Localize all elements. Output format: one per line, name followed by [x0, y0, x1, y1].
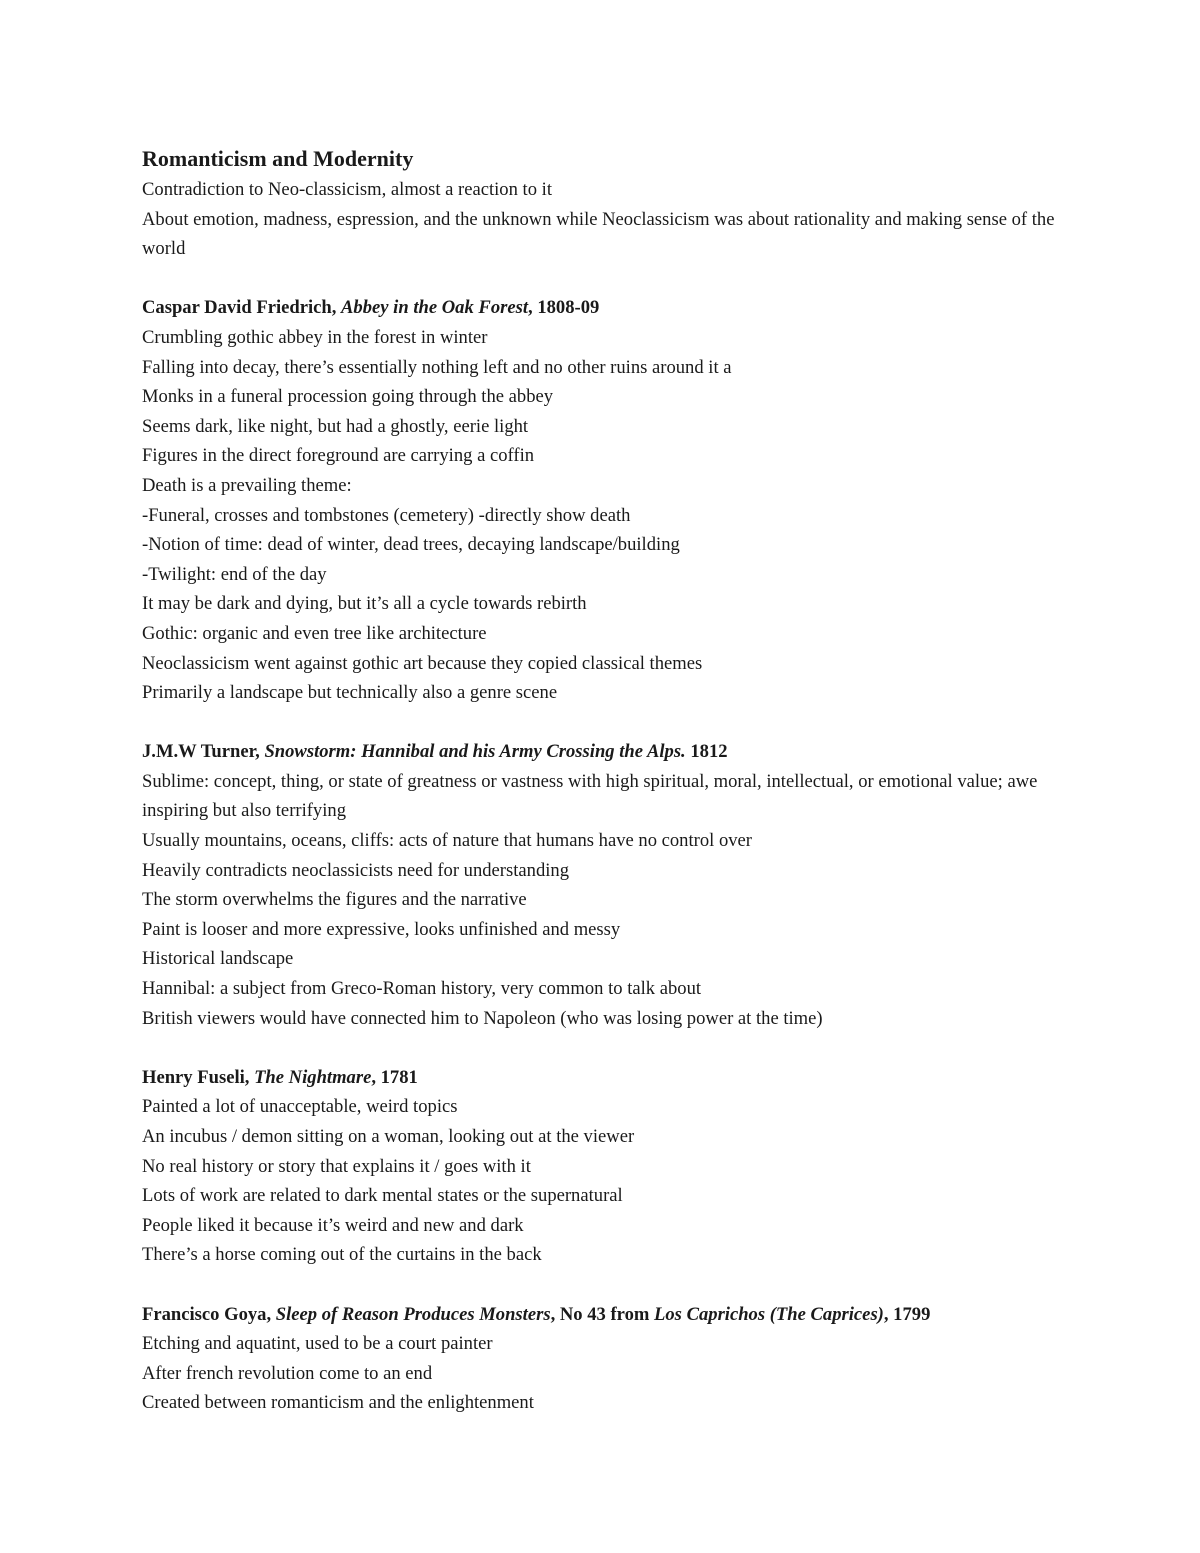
note-line: Death is a prevailing theme: [142, 474, 352, 496]
series-title: Los Caprichos (The Caprices) [654, 1303, 884, 1325]
artist-name: Caspar David Friedrich, [142, 297, 342, 319]
note-line: Sublime: concept, thing, or state of greatness or vastness with high spiritual, moral, intellectual, or emotional value; awe inspiring but also terrifying [142, 770, 1038, 822]
section-heading [142, 1063, 1062, 1093]
note-line: After french revolution come to an end [142, 1362, 433, 1384]
work-date: , 1808-09 [528, 297, 600, 319]
work-title: Snowstorm: Hannibal and his Army Crossing the Alps. [264, 741, 686, 763]
artist-name: Francisco Goya, [142, 1303, 276, 1325]
note-line: Created between romanticism and the enlightenment [142, 1392, 534, 1414]
note-line: Falling into decay, there’s essentially nothing left and no other ruins around it a [142, 356, 732, 378]
note-line: Usually mountains, oceans, cliffs: acts of nature that humans have no control over [142, 830, 752, 852]
artist-name: Henry Fuseli, [142, 1066, 255, 1088]
section-goya [142, 1300, 1062, 1418]
work-date: , 1781 [371, 1066, 418, 1088]
note-line: Primarily a landscape but technically also a genre scene [142, 682, 558, 704]
document-title: Romanticism and Modernity [142, 146, 414, 171]
intro-line: Contradiction to Neo-classicism, almost a reaction to it [142, 179, 552, 200]
heading-connector: , No 43 from [550, 1303, 655, 1325]
intro-line: About emotion, madness, espression, and the unknown while Neoclassicism was about rationality and making sense of the world [142, 208, 1055, 260]
note-line: Painted a lot of unacceptable, weird topics [142, 1096, 458, 1118]
document-page [142, 143, 1062, 1418]
note-line: It may be dark and dying, but it’s all a cycle towards rebirth [142, 593, 587, 615]
work-title: Abbey in the Oak Forest [341, 297, 529, 319]
note-line: Paint is looser and more expressive, looks unfinished and messy [142, 918, 621, 940]
note-line: Figures in the direct foreground are carrying a coffin [142, 445, 535, 467]
note-line: People liked it because it’s weird and new and dark [142, 1214, 524, 1236]
section-heading [142, 293, 1062, 323]
note-line: No real history or story that explains it / goes with it [142, 1155, 531, 1177]
work-date: , 1799 [883, 1303, 931, 1325]
note-line: The storm overwhelms the figures and the narrative [142, 889, 527, 911]
section-heading [142, 1300, 1062, 1330]
note-line: Crumbling gothic abbey in the forest in winter [142, 326, 488, 348]
note-line: Historical landscape [142, 948, 294, 970]
section-heading [142, 737, 1062, 767]
work-title: The Nightmare [254, 1066, 372, 1088]
note-line: -Twilight: end of the day [142, 563, 327, 585]
note-line: An incubus / demon sitting on a woman, looking out at the viewer [142, 1126, 635, 1147]
note-line: Hannibal: a subject from Greco-Roman history, very common to talk about [142, 978, 702, 1000]
intro-section [142, 175, 1062, 264]
note-line: Seems dark, like night, but had a ghostly, eerie light [142, 415, 529, 437]
note-line: Gothic: organic and even tree like architecture [142, 622, 487, 644]
note-line: There’s a horse coming out of the curtains in the back [142, 1244, 542, 1266]
note-line: -Notion of time: dead of winter, dead trees, decaying landscape/building [142, 534, 680, 556]
artist-name: J.M.W Turner, [142, 741, 265, 763]
work-date: 1812 [685, 741, 728, 763]
note-line: Lots of work are related to dark mental states or the supernatural [142, 1185, 623, 1207]
section-friedrich [142, 293, 1062, 707]
note-line: British viewers would have connected him to Napoleon (who was losing power at the time) [142, 1007, 823, 1029]
section-turner [142, 737, 1062, 1033]
note-line: Etching and aquatint, used to be a court painter [142, 1333, 493, 1355]
work-title: Sleep of Reason Produces Monsters [275, 1303, 551, 1325]
note-line: -Funeral, crosses and tombstones (cemetery) -directly show death [142, 504, 631, 526]
section-fuseli [142, 1063, 1062, 1270]
note-line: Monks in a funeral procession going through the abbey [142, 386, 554, 408]
note-line: Heavily contradicts neoclassicists need for understanding [142, 859, 570, 881]
note-line: Neoclassicism went against gothic art because they copied classical themes [142, 652, 703, 674]
